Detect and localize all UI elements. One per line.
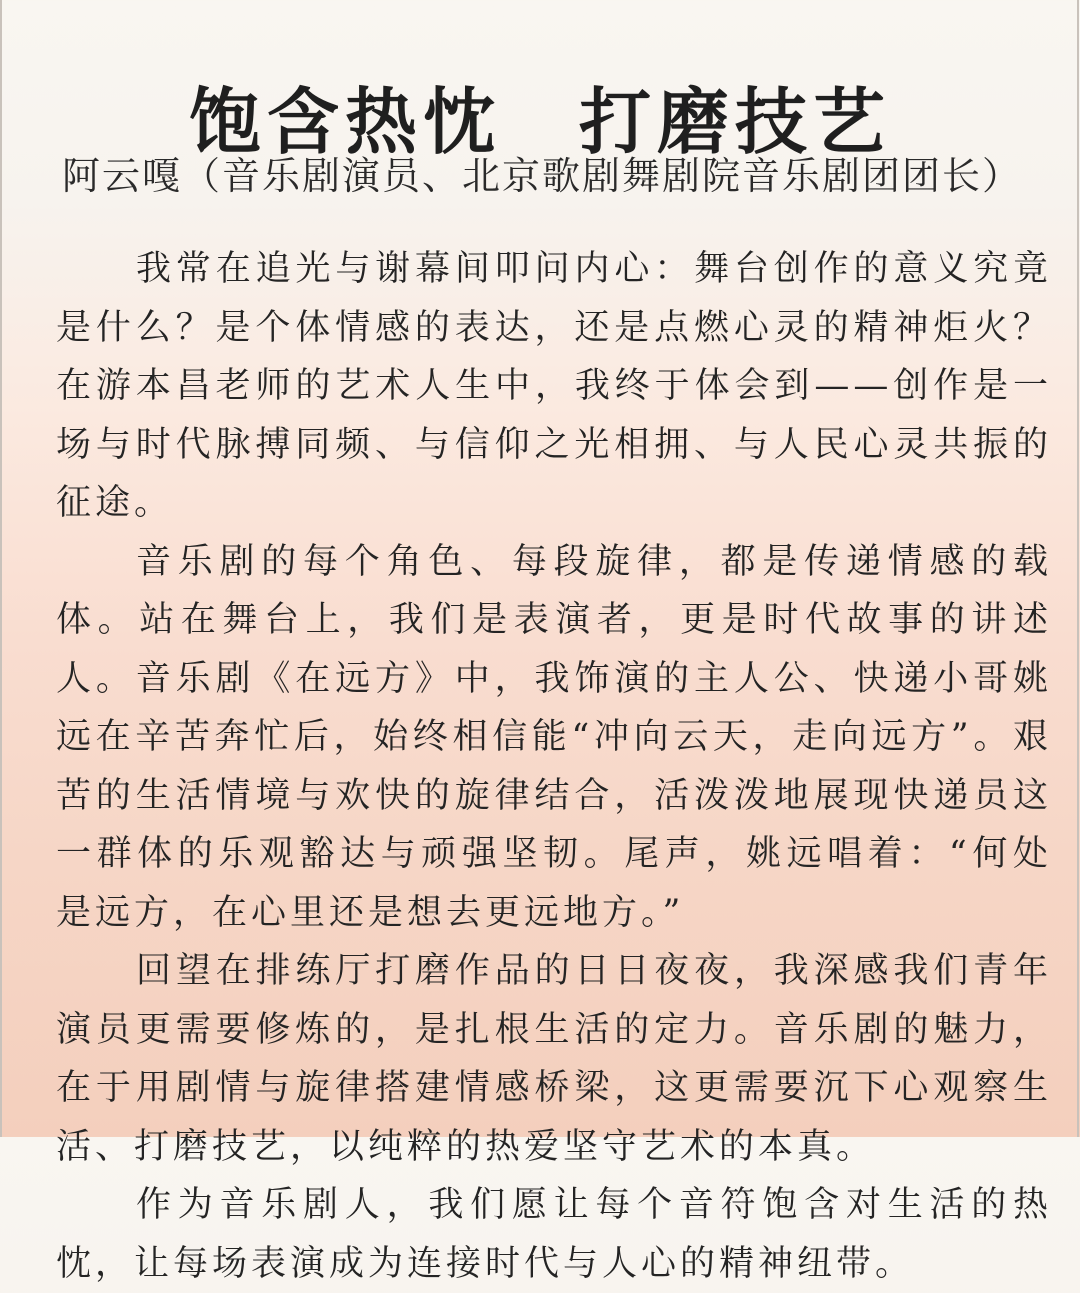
article-paragraph-1: 我常在追光与谢幕间叩问内心：舞台创作的意义究竟是什么？是个体情感的表达，还是点燃心灵的精神炬火？在游本昌老师的艺术人生中，我终于体会到——创作是一场与时代脉搏同频、与信仰之光相拥、与人民心灵共振的征途。 — [56, 249, 1052, 523]
article-paragraph-2: 音乐剧的每个角色、每段旋律，都是传递情感的载体。站在舞台上，我们是表演者，更是时代故事的讲述人。音乐剧《在远方》中，我饰演的主人公、快递小哥姚远在辛苦奔忙后，始终相信能“冲向云天，走向远方”。艰苦的生活情境与欢快的旋律结合，活泼泼地展现快递员这一群体的乐观豁达与顽强坚韧。尾声，姚远唱着：“何处是远方，在心里还是想去更远地方。” — [56, 541, 1052, 933]
article-paragraph-3: 回望在排练厅打磨作品的日日夜夜，我深感我们青年演员更需要修炼的，是扎根生活的定力。音乐剧的魅力，在于用剧情与旋律搭建情感桥梁，这更需要沉下心观察生活、打磨技艺，以纯粹的热爱坚守艺术的本真。 — [56, 951, 1052, 1167]
article-headline: 饱含热忱 打磨技艺 — [188, 80, 891, 165]
article-body — [56, 240, 1052, 1293]
right-page-edge — [1077, 0, 1079, 1137]
article-paragraph-4: 作为音乐剧人，我们愿让每个音符饱含对生活的热忱，让每场表演成为连接时代与人心的精神纽带。 — [56, 1185, 1052, 1284]
left-page-edge — [0, 0, 2, 1137]
author-byline: 阿云嘎（音乐剧演员、北京歌剧舞剧院音乐剧团团长） — [62, 154, 1023, 198]
